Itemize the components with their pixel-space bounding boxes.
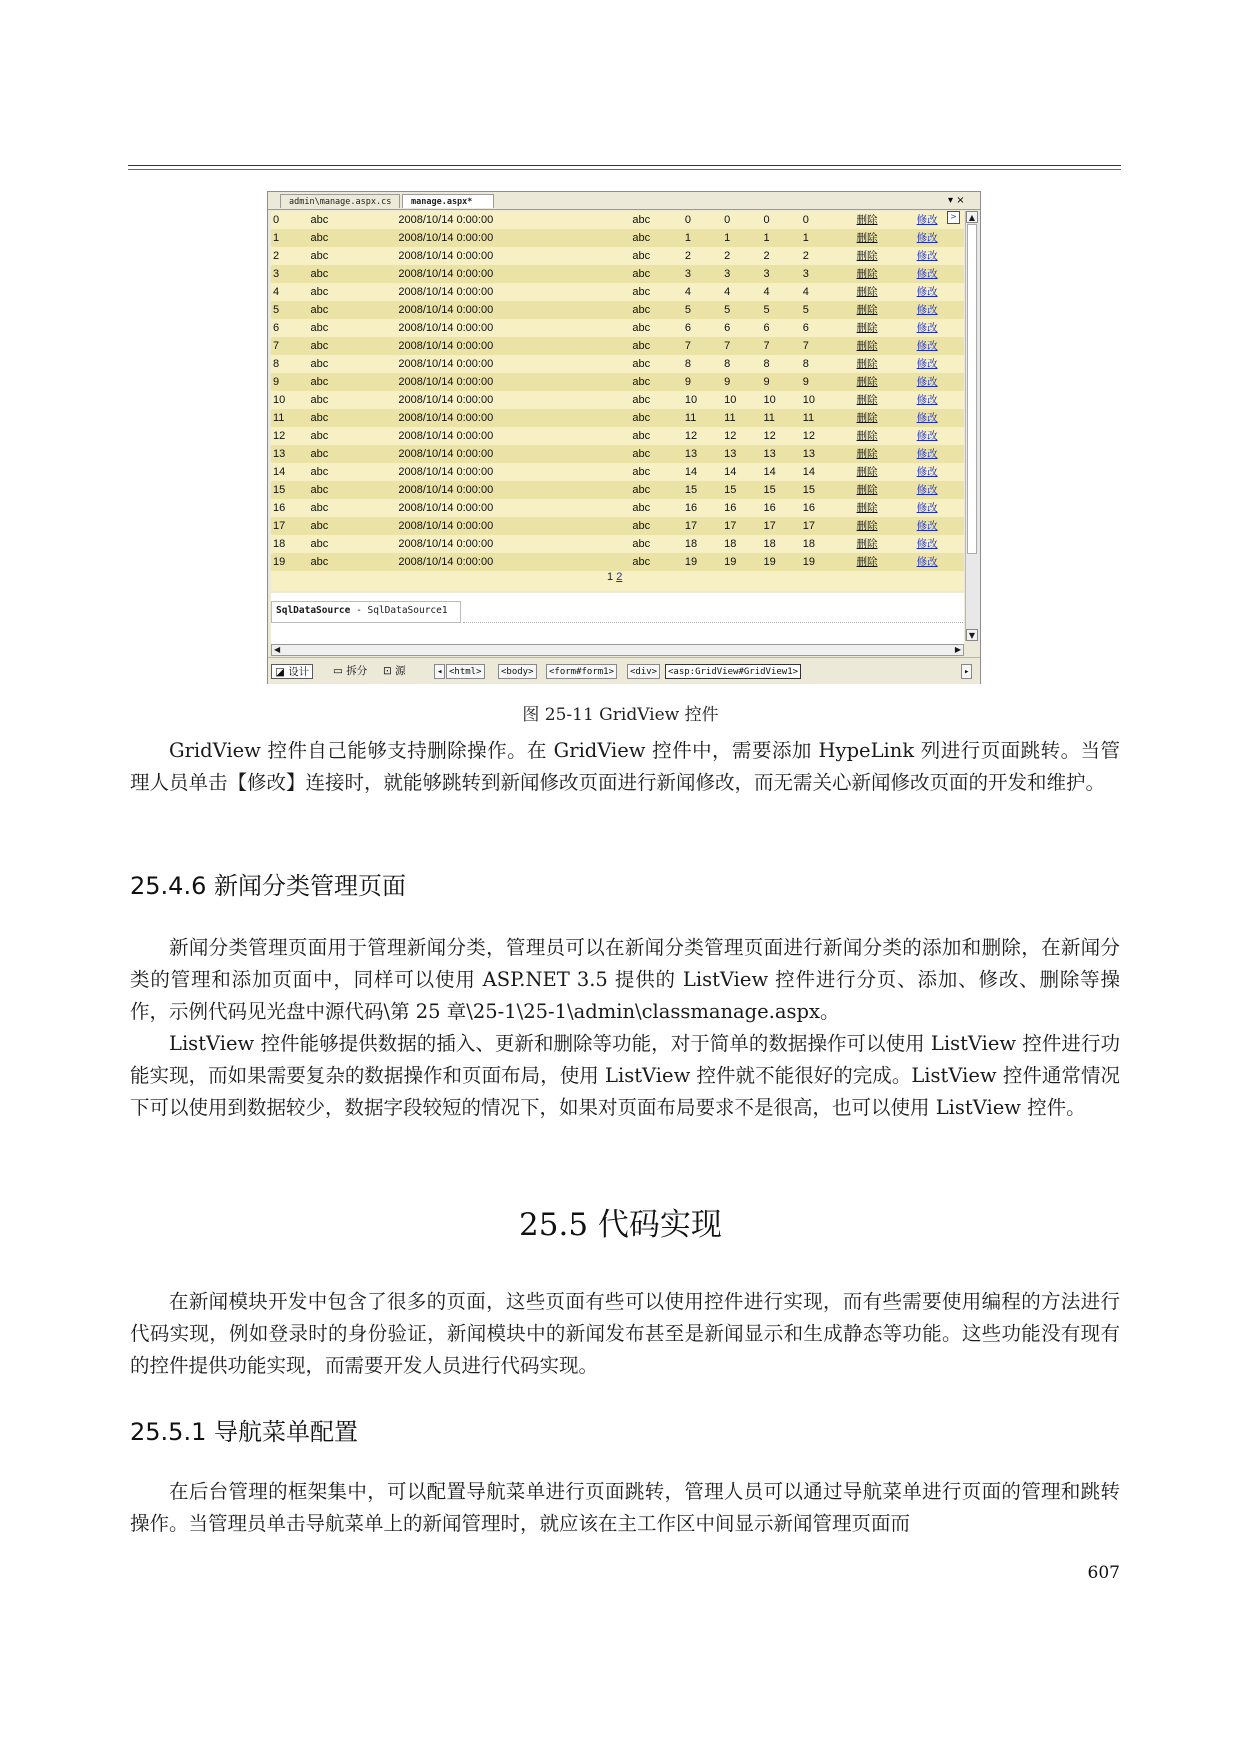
table-cell: 6 (271, 319, 310, 337)
delete-link[interactable]: 删除 (857, 265, 917, 283)
edit-link[interactable]: 修改 (917, 463, 964, 481)
edit-link[interactable]: 修改 (917, 355, 964, 373)
table-cell: 13 (271, 445, 310, 463)
edit-link[interactable]: 修改 (917, 409, 964, 427)
breadcrumb-body[interactable]: <body> (498, 664, 537, 679)
table-cell: 2008/10/14 0:00:00 (398, 229, 632, 247)
table-cell: 2 (803, 247, 857, 265)
table-cell: 15 (763, 481, 802, 499)
table-cell: abc (632, 463, 685, 481)
table-cell: 11 (685, 409, 724, 427)
table-cell: 2008/10/14 0:00:00 (398, 247, 632, 265)
table-cell: 2008/10/14 0:00:00 (398, 445, 632, 463)
edit-link[interactable]: 修改 (917, 427, 964, 445)
table-row (271, 211, 964, 229)
figure-caption: 图 25-11 GridView 控件 (522, 705, 719, 725)
table-cell: 17 (724, 517, 763, 535)
paragraph-nav-menu: 在后台管理的框架集中，可以配置导航菜单进行页面跳转，管理人员可以通过导航菜单进行页面的管理和跳转操作。当管理员单击导航菜单上的新闻管理时，就应该在主工作区中间显示新闻管理页面而 (130, 1480, 1120, 1535)
table-cell: 3 (271, 265, 310, 283)
source-icon: ⊡ (383, 665, 396, 677)
breadcrumb-gridview[interactable]: <asp:GridView#GridView1> (665, 664, 801, 679)
table-cell: 2008/10/14 0:00:00 (398, 319, 632, 337)
table-cell: 10 (271, 391, 310, 409)
table-row (271, 463, 964, 481)
header-rule (128, 165, 1121, 166)
section-heading-25-5: 25.5 代码实现 (519, 1207, 722, 1243)
table-cell: abc (310, 499, 398, 517)
table-cell: abc (310, 373, 398, 391)
table-cell: 7 (803, 337, 857, 355)
gridview-table (271, 211, 964, 571)
table-cell: abc (632, 355, 685, 373)
table-row (271, 337, 964, 355)
table-cell: 19 (685, 553, 724, 571)
table-cell: 18 (763, 535, 802, 553)
delete-link[interactable]: 删除 (857, 463, 917, 481)
table-cell: abc (310, 517, 398, 535)
paragraph-listview: ListView 控件能够提供数据的插入、更新和删除等功能，对于简单的数据操作可以使用 ListView 控件进行功能实现，而如果需要复杂的数据操作和页面布局，使用 ListView 控件就不能很好的完成。ListView 控件通常情况下可以使用到数据较少，数据字段较短的情况下，如果对页面布局要求不是很高，也可以使用 ListView 控件。 (130, 1032, 1120, 1119)
edit-link[interactable]: 修改 (917, 211, 964, 229)
table-cell: 18 (271, 535, 310, 553)
table-cell: 3 (685, 265, 724, 283)
table-row (271, 499, 964, 517)
gridview-pager (607, 571, 622, 583)
edit-link[interactable]: 修改 (917, 553, 964, 571)
delete-link[interactable]: 删除 (857, 373, 917, 391)
edit-link[interactable]: 修改 (917, 247, 964, 265)
delete-link[interactable]: 删除 (857, 481, 917, 499)
table-cell: 17 (685, 517, 724, 535)
table-cell: 9 (271, 373, 310, 391)
table-row (271, 247, 964, 265)
table-cell: 11 (803, 409, 857, 427)
split-view-button[interactable]: ▭ 拆分 (333, 665, 368, 677)
table-cell: 14 (763, 463, 802, 481)
delete-link[interactable]: 删除 (857, 211, 917, 229)
table-cell: 19 (803, 553, 857, 571)
table-cell: 1 (271, 229, 310, 247)
edit-link[interactable]: 修改 (917, 391, 964, 409)
table-cell: 2008/10/14 0:00:00 (398, 211, 632, 229)
delete-link[interactable]: 删除 (857, 499, 917, 517)
table-cell: 15 (803, 481, 857, 499)
table-cell: 17 (271, 517, 310, 535)
table-cell: 5 (763, 301, 802, 319)
table-cell: abc (310, 337, 398, 355)
table-cell: 16 (271, 499, 310, 517)
delete-link[interactable]: 删除 (857, 301, 917, 319)
delete-link[interactable]: 删除 (857, 283, 917, 301)
horizontal-scrollbar[interactable] (271, 644, 964, 656)
table-cell: 5 (803, 301, 857, 319)
table-cell: abc (632, 391, 685, 409)
table-cell: 0 (803, 211, 857, 229)
edit-link[interactable]: 修改 (917, 301, 964, 319)
table-cell: 9 (803, 373, 857, 391)
breadcrumb-html[interactable]: <html> (446, 664, 485, 679)
table-cell: 6 (763, 319, 802, 337)
delete-link[interactable]: 删除 (857, 247, 917, 265)
table-cell: 11 (724, 409, 763, 427)
table-row (271, 445, 964, 463)
table-cell: 0 (271, 211, 310, 229)
table-cell: abc (310, 445, 398, 463)
breadcrumb-div[interactable]: <div> (627, 664, 660, 679)
delete-link[interactable]: 删除 (857, 535, 917, 553)
table-cell: abc (310, 355, 398, 373)
table-cell: 7 (724, 337, 763, 355)
table-cell: 1 (763, 229, 802, 247)
design-view-button[interactable]: ◪ 设计 (271, 664, 313, 679)
header-rule-thin (128, 169, 1121, 170)
table-cell: abc (310, 319, 398, 337)
table-cell: 12 (271, 427, 310, 445)
edit-link[interactable]: 修改 (917, 373, 964, 391)
table-cell: 15 (271, 481, 310, 499)
table-cell: abc (632, 211, 685, 229)
edit-link[interactable]: 修改 (917, 535, 964, 553)
table-cell: 5 (685, 301, 724, 319)
table-cell: 2 (271, 247, 310, 265)
table-cell: abc (632, 517, 685, 535)
table-cell: abc (632, 265, 685, 283)
table-cell: 2 (685, 247, 724, 265)
table-cell: abc (632, 427, 685, 445)
table-cell: 11 (763, 409, 802, 427)
pager-page-1[interactable]: 1 (607, 571, 614, 583)
table-cell: 14 (685, 463, 724, 481)
table-cell: abc (310, 535, 398, 553)
table-cell: 12 (685, 427, 724, 445)
delete-link[interactable]: 删除 (857, 553, 917, 571)
table-cell: abc (310, 283, 398, 301)
table-cell: 2008/10/14 0:00:00 (398, 481, 632, 499)
sqldatasource-id: - SqlDataSource1 (350, 605, 448, 616)
table-cell: abc (632, 553, 685, 571)
table-cell: 2008/10/14 0:00:00 (398, 409, 632, 427)
table-cell: 10 (763, 391, 802, 409)
table-row (271, 427, 964, 445)
table-cell: abc (310, 211, 398, 229)
edit-link[interactable]: 修改 (917, 481, 964, 499)
table-cell: 16 (803, 499, 857, 517)
table-cell: abc (310, 553, 398, 571)
smart-tag-icon[interactable]: > (947, 211, 960, 224)
table-cell: 18 (724, 535, 763, 553)
table-cell: 18 (803, 535, 857, 553)
edit-link[interactable]: 修改 (917, 319, 964, 337)
table-cell: 2 (724, 247, 763, 265)
edit-link[interactable]: 修改 (917, 283, 964, 301)
table-cell: abc (632, 319, 685, 337)
table-cell: abc (632, 283, 685, 301)
tab-manage-aspx[interactable]: manage.aspx* (402, 194, 494, 208)
split-icon: ▭ (333, 665, 347, 677)
table-cell: 10 (685, 391, 724, 409)
table-cell: 8 (271, 355, 310, 373)
table-cell: 6 (803, 319, 857, 337)
delete-link[interactable]: 删除 (857, 409, 917, 427)
table-row (271, 391, 964, 409)
vertical-scrollbar[interactable] (965, 211, 979, 641)
table-cell: 6 (724, 319, 763, 337)
table-row (271, 481, 964, 499)
table-cell: 16 (763, 499, 802, 517)
scroll-thumb[interactable] (967, 224, 977, 554)
table-cell: abc (632, 499, 685, 517)
scroll-down-icon[interactable]: ▼ (966, 629, 978, 641)
table-cell: 7 (763, 337, 802, 355)
table-cell: 2008/10/14 0:00:00 (398, 301, 632, 319)
table-cell: 8 (803, 355, 857, 373)
paragraph-code-impl: 在新闻模块开发中包含了很多的页面，这些页面有些可以使用控件进行实现，而有些需要使用编程的方法进行代码实现，例如登录时的身份验证，新闻模块中的新闻发布甚至是新闻显示和生成静态等功能。这些功能没有现有的控件提供功能实现，而需要开发人员进行代码实现。 (130, 1290, 1120, 1377)
table-cell: 2008/10/14 0:00:00 (398, 283, 632, 301)
table-cell: 2008/10/14 0:00:00 (398, 463, 632, 481)
table-cell: abc (632, 229, 685, 247)
table-cell: 5 (271, 301, 310, 319)
table-cell: 8 (763, 355, 802, 373)
view-status-bar (268, 657, 980, 684)
design-icon: ◪ (275, 666, 289, 678)
delete-link[interactable]: 删除 (857, 355, 917, 373)
table-cell: abc (632, 337, 685, 355)
table-cell: 4 (803, 283, 857, 301)
edit-link[interactable]: 修改 (917, 445, 964, 463)
table-cell: 9 (685, 373, 724, 391)
table-cell: 1 (803, 229, 857, 247)
table-row (271, 229, 964, 247)
table-cell: 2008/10/14 0:00:00 (398, 355, 632, 373)
section-heading-25-5-1: 25.5.1 导航菜单配置 (130, 1418, 358, 1446)
sqldatasource-type: SqlDataSource (276, 605, 351, 616)
pager-page-2[interactable]: 2 (616, 571, 623, 583)
table-cell: 13 (763, 445, 802, 463)
table-cell: abc (310, 229, 398, 247)
table-cell: 13 (803, 445, 857, 463)
edit-link[interactable]: 修改 (917, 499, 964, 517)
table-cell: 9 (724, 373, 763, 391)
table-cell: 4 (763, 283, 802, 301)
table-cell: 4 (685, 283, 724, 301)
sqldatasource-control[interactable] (271, 601, 461, 623)
table-cell: 14 (724, 463, 763, 481)
table-row (271, 553, 964, 571)
edit-link[interactable]: 修改 (917, 265, 964, 283)
table-cell: 0 (685, 211, 724, 229)
table-cell: 12 (763, 427, 802, 445)
delete-link[interactable]: 删除 (857, 391, 917, 409)
table-cell: 8 (724, 355, 763, 373)
table-cell: 2008/10/14 0:00:00 (398, 553, 632, 571)
table-cell: abc (310, 463, 398, 481)
scroll-left-icon[interactable]: ◀ (274, 645, 281, 654)
table-row (271, 301, 964, 319)
table-cell: 19 (763, 553, 802, 571)
table-row (271, 373, 964, 391)
table-row (271, 517, 964, 535)
edit-link[interactable]: 修改 (917, 517, 964, 535)
table-cell: 2008/10/14 0:00:00 (398, 427, 632, 445)
table-cell: 6 (685, 319, 724, 337)
table-cell: 2008/10/14 0:00:00 (398, 517, 632, 535)
delete-link[interactable]: 删除 (857, 445, 917, 463)
paragraph-gridview-delete: GridView 控件自己能够支持删除操作。在 GridView 控件中，需要添加 HypeLink 列进行页面跳转。当管理人员单击【修改】连接时，就能够跳转到新闻修改页面进行新闻修改，而无需关心新闻修改页面的开发和维护。 (130, 739, 1120, 794)
crumb-nav-right-icon[interactable]: ▸ (961, 664, 972, 679)
table-row (271, 283, 964, 301)
table-cell: 1 (685, 229, 724, 247)
delete-link[interactable]: 删除 (857, 427, 917, 445)
design-dotted-line (463, 622, 963, 623)
table-cell: abc (310, 265, 398, 283)
table-cell: 18 (685, 535, 724, 553)
table-cell: 0 (763, 211, 802, 229)
table-cell: abc (310, 409, 398, 427)
table-cell: 7 (271, 337, 310, 355)
page-number: 607 (1087, 1563, 1120, 1583)
table-cell: 2 (763, 247, 802, 265)
delete-link[interactable]: 删除 (857, 337, 917, 355)
scroll-up-icon[interactable]: ▲ (966, 211, 978, 223)
table-cell: abc (632, 409, 685, 427)
section-heading-25-4-6: 25.4.6 新闻分类管理页面 (130, 872, 406, 900)
table-cell: 13 (685, 445, 724, 463)
table-cell: abc (632, 373, 685, 391)
table-cell: 7 (685, 337, 724, 355)
delete-link[interactable]: 删除 (857, 229, 917, 247)
table-row (271, 319, 964, 337)
scroll-right-icon[interactable]: ▶ (954, 645, 961, 654)
table-cell: 3 (803, 265, 857, 283)
table-cell: 4 (271, 283, 310, 301)
table-cell: abc (310, 481, 398, 499)
table-cell: 8 (685, 355, 724, 373)
table-cell: abc (632, 301, 685, 319)
table-cell: 15 (724, 481, 763, 499)
table-cell: 14 (803, 463, 857, 481)
table-cell: abc (310, 301, 398, 319)
delete-link[interactable]: 删除 (857, 517, 917, 535)
table-cell: 2008/10/14 0:00:00 (398, 265, 632, 283)
table-cell: 17 (763, 517, 802, 535)
document-tab-bar (268, 192, 980, 210)
table-cell: 15 (685, 481, 724, 499)
table-cell: abc (310, 391, 398, 409)
table-cell: 2008/10/14 0:00:00 (398, 373, 632, 391)
table-cell: abc (310, 247, 398, 265)
table-cell: 19 (271, 553, 310, 571)
table-cell: 9 (763, 373, 802, 391)
table-cell: abc (632, 445, 685, 463)
table-cell: 1 (724, 229, 763, 247)
table-cell: 16 (685, 499, 724, 517)
tab-window-controls[interactable]: ▾ × (948, 195, 965, 206)
table-cell: 19 (724, 553, 763, 571)
table-cell: abc (310, 427, 398, 445)
table-cell: 2008/10/14 0:00:00 (398, 337, 632, 355)
table-row (271, 409, 964, 427)
table-cell: 2008/10/14 0:00:00 (398, 535, 632, 553)
paragraph-class-manage: 新闻分类管理页面用于管理新闻分类，管理员可以在新闻分类管理页面进行新闻分类的添加和删除，在新闻分类的管理和添加页面中，同样可以使用 ASP.NET 3.5 提供的 ListView 控件进行分页、添加、修改、删除等操作，示例代码见光盘中源代码\第 25 章\25-1\25-1\admin\classmanage.aspx。 (130, 936, 1120, 1023)
table-cell: 2008/10/14 0:00:00 (398, 499, 632, 517)
delete-link[interactable]: 删除 (857, 319, 917, 337)
table-cell: 10 (803, 391, 857, 409)
table-cell: 10 (724, 391, 763, 409)
table-cell: 0 (724, 211, 763, 229)
table-cell: 12 (724, 427, 763, 445)
table-cell: 17 (803, 517, 857, 535)
table-cell: 5 (724, 301, 763, 319)
ide-screenshot (267, 191, 981, 684)
table-row (271, 535, 964, 553)
table-cell: 14 (271, 463, 310, 481)
table-cell: 13 (724, 445, 763, 463)
breadcrumb-form[interactable]: <form#form1> (546, 664, 617, 679)
table-row (271, 355, 964, 373)
source-view-button[interactable]: ⊡ 源 (383, 665, 406, 677)
table-cell: 12 (803, 427, 857, 445)
table-cell: 11 (271, 409, 310, 427)
crumb-nav-left-icon[interactable]: ◂ (434, 664, 445, 679)
table-cell: 4 (724, 283, 763, 301)
edit-link[interactable]: 修改 (917, 337, 964, 355)
edit-link[interactable]: 修改 (917, 229, 964, 247)
tab-manage-aspx-cs[interactable]: admin\manage.aspx.cs (280, 194, 400, 208)
table-cell: abc (632, 535, 685, 553)
table-cell: 2008/10/14 0:00:00 (398, 391, 632, 409)
table-cell: 3 (724, 265, 763, 283)
table-row (271, 265, 964, 283)
gridview-design-surface (271, 211, 964, 591)
table-cell: 3 (763, 265, 802, 283)
table-cell: abc (632, 247, 685, 265)
table-cell: abc (632, 481, 685, 499)
table-cell: 16 (724, 499, 763, 517)
